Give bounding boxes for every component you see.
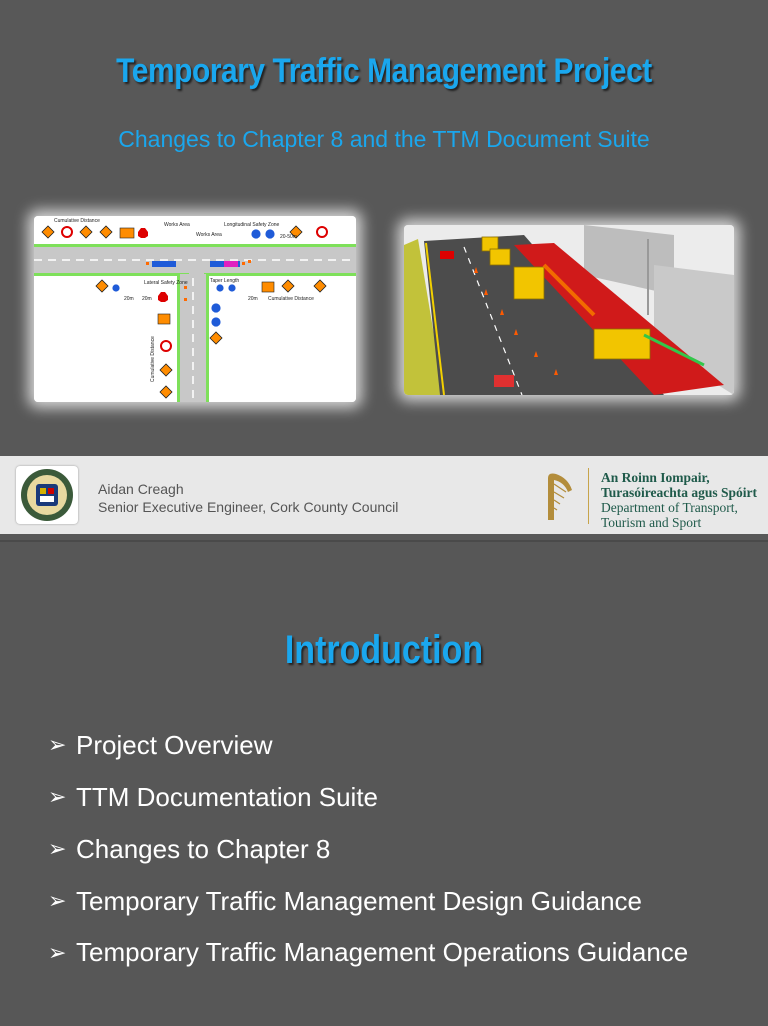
diagram-label-lateral-zone: Lateral Safety Zone (144, 280, 188, 286)
slide-title-heading: Temporary Traffic Management Project (116, 52, 652, 90)
diagram-label-20m-b: 20m (142, 296, 152, 302)
list-item (48, 774, 748, 820)
department-line-3: Department of Transport, (601, 500, 738, 515)
arrow-bullet-icon: ➢ (48, 836, 67, 861)
diagram-label-cumulative-distance-right: Cumulative Distance (268, 296, 314, 302)
bullet-text: Temporary Traffic Management Operations Guidance (76, 937, 689, 967)
list-item (48, 930, 748, 975)
list-item (48, 878, 748, 924)
introduction-heading: Introduction (284, 628, 484, 672)
arrow-bullet-icon: ➢ (48, 888, 67, 913)
road-works-render-image (404, 225, 734, 395)
department-name (601, 470, 757, 530)
presenter-role: Senior Executive Engineer, Cork County Council (98, 499, 399, 515)
slide-introduction (0, 540, 768, 1026)
department-line-4: Tourism and Sport (601, 515, 702, 530)
diagram-label-20m-c: 20m (248, 296, 258, 302)
arrow-bullet-icon: ➢ (48, 732, 67, 757)
harp-logo (538, 470, 578, 529)
diagram-label-works-area-2: Works Area (196, 232, 222, 238)
department-line-1: An Roinn Iompair, (601, 470, 710, 485)
arrow-bullet-icon: ➢ (48, 940, 67, 965)
arrow-bullet-icon: ➢ (48, 784, 67, 809)
cork-crest-logo (16, 466, 78, 524)
diagram-label-cumulative-distance-top: Cumulative Distance (54, 218, 100, 224)
traffic-diagram-image (34, 216, 356, 402)
list-item (48, 826, 748, 872)
bullet-text: Project Overview (76, 730, 273, 760)
list-item (48, 722, 748, 768)
bullet-text: Changes to Chapter 8 (76, 834, 331, 864)
diagram-label-longitudinal-zone: Longitudinal Safety Zone (224, 222, 280, 228)
diagram-label-20m-a: 20m (124, 296, 134, 302)
department-line-2: Turasóireachta agus Spóirt (601, 485, 758, 500)
diagram-label-cumulative-distance-vertical: Cumulative Distance (150, 336, 156, 382)
presenter-name: Aidan Creagh (98, 481, 184, 497)
bullet-text: Temporary Traffic Management Design Guidance (76, 886, 643, 916)
bullet-text: TTM Documentation Suite (76, 782, 379, 812)
department-divider (588, 468, 589, 524)
diagram-label-works-area-1: Works Area (164, 222, 190, 228)
presenter-band (0, 456, 768, 534)
slide-subtitle: Changes to Chapter 8 and the TTM Document Suite (118, 126, 650, 152)
diagram-label-20-50m: 20-50m (280, 234, 297, 240)
agenda-list (48, 722, 748, 981)
diagram-label-taper-length: Taper Length (210, 278, 240, 284)
presenter-info (98, 480, 398, 516)
